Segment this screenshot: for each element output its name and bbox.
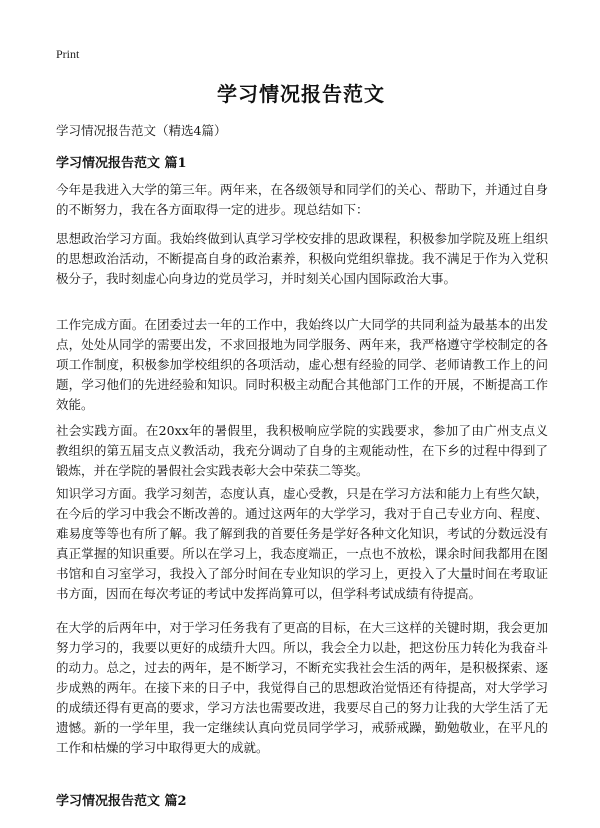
paragraph-1: 今年是我进入大学的第三年。两年来，在各级领导和同学们的关心、帮助下，并通过自身的不断努力，我在各方面取得一定的进步。现总结如下： [56, 182, 548, 217]
page-title: 学习情况报告范文 [217, 82, 385, 106]
paragraph-5: 知识学习方面。我学习刻苦，态度认真，虚心受教，只是在学习方法和能力上有些欠缺，在今后的学习中我会不断改善的。通过这两年的大学学习，我对于自己专业方向、程度、难易度等等也有所了解。我了解到我的首要任务是学好各种文化知识，考试的分数远没有真正掌握的知识重要。所以在学习上，我态度端正，一点也不放松，课余时间我都用在图书馆和自习室学习，我投入了部分时间在专业知识的学习上，更投入了大量时间在考取证书方面，因而在每次考证的考试中发挥尚算可以，但学科考试成绩有待提高。 [56, 486, 548, 601]
paragraph-6: 在大学的后两年中，对于学习任务我有了更高的目标，在大三这样的关键时期，我会更加努力学习的，我要以更好的成绩升大四。所以，我会全力以赴，把这份压力转化为我奋斗的动力。总之，过去的两年，是不断学习，不断充实我社会生活的两年，是积极探索、逐步成熟的两年。在接下来的日子中，我觉得自己的思想政治觉悟还有待提高，对大学学习的成绩还得有更高的要求，学习方法也需要改进，我要尽自己的努力让我的大学生活了无遗憾。新的一学年里，我一定继续认真向党员同学学习，戒骄戒躁，勤勉敬业，在平凡的工作和枯燥的学习中取得更大的成就。 [56, 620, 548, 755]
paragraph-3: 工作完成方面。在团委过去一年的工作中，我始终以广大同学的共同利益为最基本的出发点，处处从同学的需要出发，不求回报地为同学服务、两年来，我严格遵守学校制定的各项工作制度，积极参加学校组织的各项活动，虚心想有经验的同学、老师请教工作上的问题，学习他们的先进经验和知识。同时积极主动配合其他部门工作的开展，不断提高工作效能。 [56, 317, 548, 412]
paragraph-4: 社会实践方面。在20xx年的暑假里，我积极响应学院的实践要求，参加了由广州支点义教组织的第五届支点义教活动，我充分调动了自身的主观能动性，在下乡的过程中得到了锻炼，并在学院的暑假社会实践表彰大会中荣获二等奖。 [56, 423, 548, 478]
paragraph-2: 思想政治学习方面。我始终做到认真学习学校安排的思政课程，积极参加学院及班上组织的思想政治活动，不断提高自身的政治素养，积极向党组织靠拢。我不满足于作为入党积极分子，我时刻虚心向身边的党员学习，并时刻关心国内国际政治大事。 [56, 231, 548, 286]
section-heading-1: 学习情况报告范文 篇1 [56, 156, 187, 171]
section-heading-2: 学习情况报告范文 篇2 [56, 794, 187, 809]
print-link[interactable]: Print [56, 47, 80, 61]
subtitle: 学习情况报告范文（精选4篇） [56, 123, 227, 138]
